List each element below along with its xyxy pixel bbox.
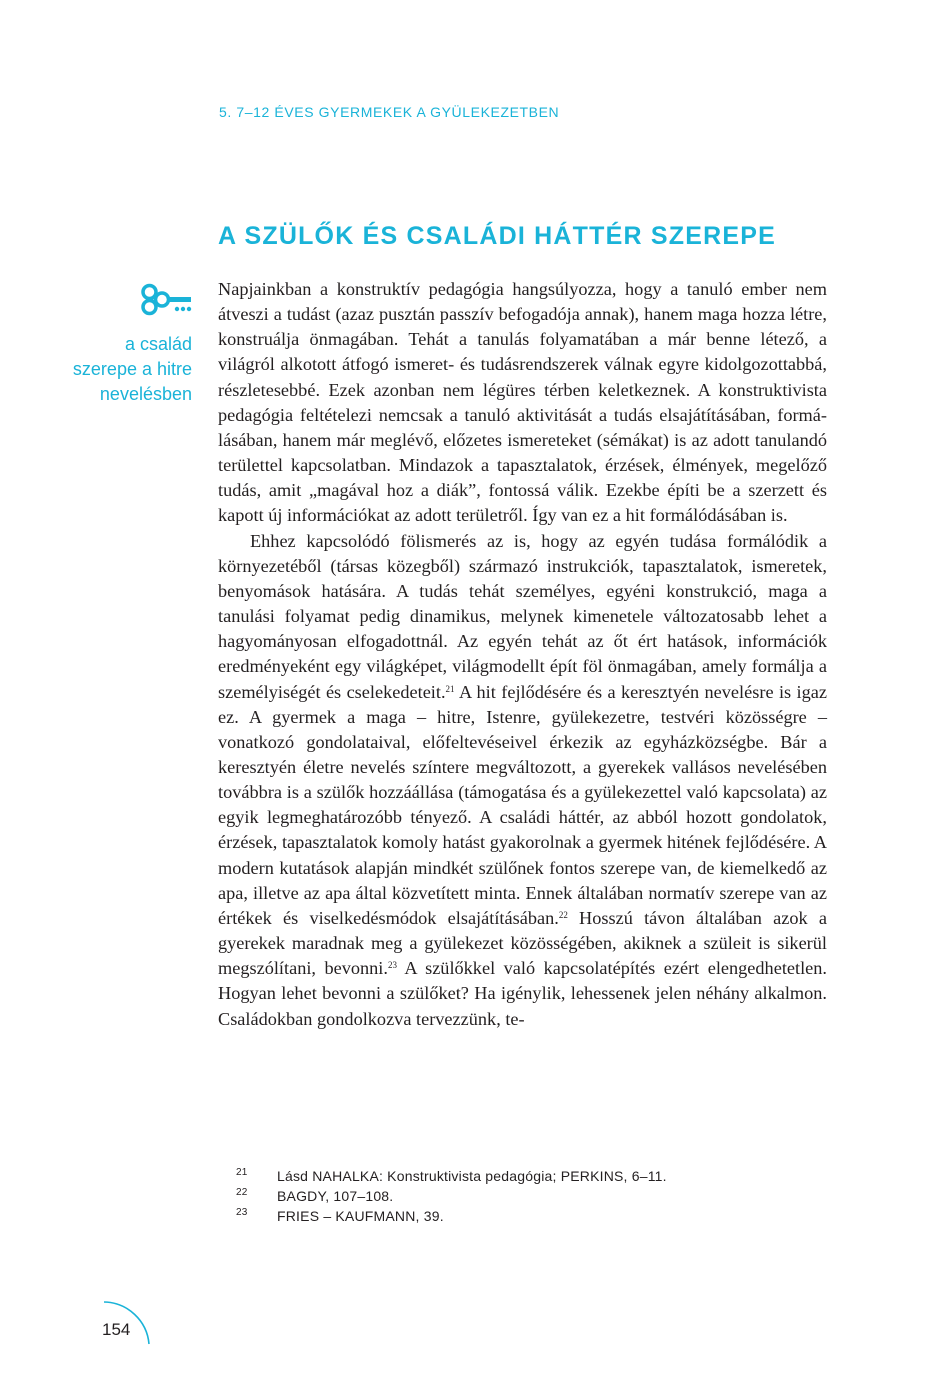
footnote <box>236 1186 836 1206</box>
margin-note-line: a család <box>124 334 192 354</box>
paragraph-text: Ehhez kapcsolódó fölismerés az is, hogy az egyén tudása formálódik a környezetéből (társas közegből) származó instrukciók, tapasztalatok, ismeretek, benyomások hatására. A tudás tehát személyes, egyéni konstrukció, maga a tanulási folyamat pedig dinamikus, melynek kimenetele változatosabb lehet a hagyományosan elfogadottnál. Az egyén tehát az őt ért hatások, információk eredményeként egy világképet, világmodellt épít föl önmagában, amely formálja a személyiségét és cselekedeteit. <box>218 530 827 702</box>
margin-note-line: nevelésben <box>99 384 192 404</box>
key-icon <box>140 282 192 318</box>
paragraph-text: Hosszú távon általában azok a gyerekek maradnak meg a gyülekezet közösségében, akiknek a szüleit is sikerül megszólítani, bevonni. <box>218 907 827 979</box>
footnote-ref[interactable]: 22 <box>558 909 568 920</box>
footnotes <box>236 1166 836 1226</box>
footnote <box>236 1206 836 1226</box>
paragraph <box>218 529 827 1032</box>
footnote-number: 22 <box>236 1187 248 1198</box>
paragraph: Napjainkban a konstruktív pedagógia hangsúlyozza, hogy a tanuló ember nem átveszi a tudást (azaz pusztán passzív befogadója annak), hanem maga hozza létre, konstruálja önmagában. Tehát a tanulás folyamatában a már benne létező, a világról alkotott átfogó ismeret- és tudásrendszerek válnak egyre kidolgozottabbá, részletesebbé. Ezek azonban nem légüres térben keletkeznek. A konstruktivista pedagógia feltételezi nemcsak a tanuló aktivitását a tudás elsajátításában, formálásában, hanem már meglévő, előzetes ismereteket (sémákat) is az adott tanulandó területtel kapcsolatban. Mindazok a tapasztalatok, érzések, élmények, megelőző tudás, amit „magával hoz a diák”, fontossá válik. Ezekbe építi be a szerzett és kapott új információkat az adott területről. Így van ez a hit formálódásában is. <box>218 279 827 526</box>
paragraph-text: A hit fejlődésére és a keresztyén nevelésre is igaz ez. A gyermek a maga – hitre, Istenre, gyülekezetre, testvéri közösségre – vonatkozó gondolataival, előfeltevéseivel érkezik az egyházközségbe. Bár a keresztyén életre nevelés színtere megváltozott, a gyerekek vallásos nevelésében továbbra is a szülők hozzáállása (támogatása és a gyülekezettel való kapcsolata) az egyik legmeghatározóbb tényező. A családi háttér, az abból hozott gondolatok, érzések, tapasztalatok komoly hatást gyakorolnak a gyermek hitének fejlődésére. A modern kutatások alapján mindkét szülőnek fontos szerepe van, de kiemelkedő az apa, illetve az apa által közvetített minta. Ennek általában normatív szerepe van az értékek és viselkedésmódok elsajátításában. <box>218 681 828 928</box>
margin-note <box>20 332 192 407</box>
footnote <box>236 1166 836 1186</box>
paragraph-text: A szülőkkel való kapcsolatépítés ezért elengedhetetlen. Hogyan lehet bevonni a szülőket? Ha igénylik, lehessenek jelen néhány alkalmon. Családokban gondolkozva tervezzünk, te- <box>218 958 827 1029</box>
footnote-ref[interactable]: 23 <box>387 960 397 971</box>
footnote-text: BAGDY, 107–108. <box>277 1188 394 1204</box>
margin-note-line: szerepe a hitre <box>72 359 192 379</box>
body-text <box>218 277 827 1032</box>
footnote-text: Lásd NAHALKA: Konstruktivista pedagógia; PERKINS, 6–11. <box>277 1168 667 1184</box>
footnote-text: FRIES – KAUFMANN, 39. <box>277 1208 444 1224</box>
footnote-ref[interactable]: 21 <box>445 683 455 694</box>
footnote-number: 21 <box>236 1167 248 1178</box>
section-title: A SZÜLŐK ÉS CSALÁDI HÁTTÉR SZEREPE <box>218 222 776 250</box>
page-number: 154 <box>102 1320 131 1339</box>
running-header: 5. 7–12 ÉVES GYERMEKEK A GYÜLEKEZETBEN <box>219 104 560 120</box>
footnote-number: 23 <box>236 1207 248 1218</box>
